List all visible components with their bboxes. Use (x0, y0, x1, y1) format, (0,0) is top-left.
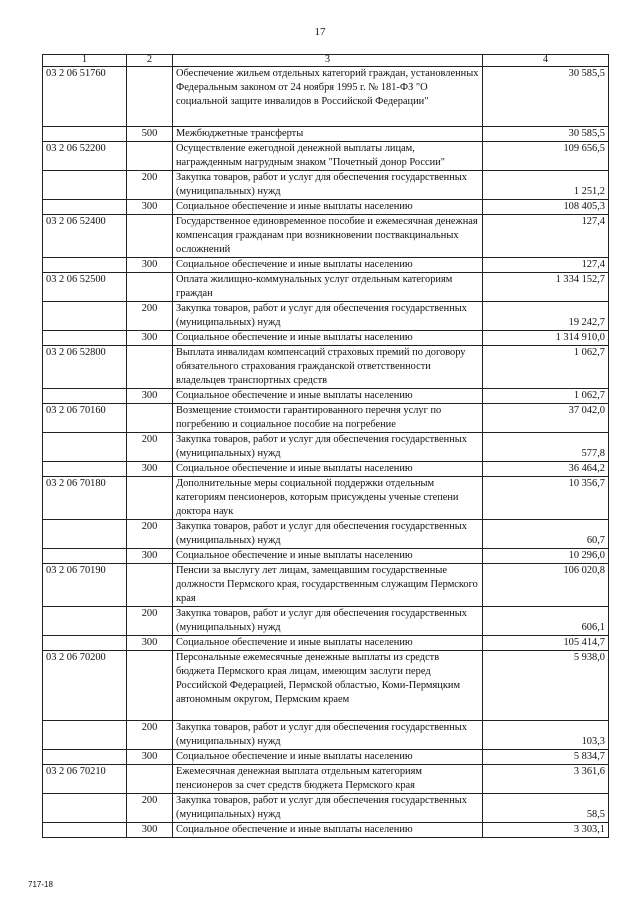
table-row (43, 127, 609, 142)
row-description: Осуществление ежегодной денежной выплаты лицам, награжденным нагрудным знаком "Почетный донор России" (173, 142, 483, 171)
row-amount: 106 020,8 (483, 564, 609, 607)
row-description: Государственное единовременное пособие и ежемесячная денежная компенсация гражданам при возникновении поствакцинальных осложнений (173, 215, 483, 258)
row-amount: 1 334 152,7 (483, 273, 609, 302)
row-code (43, 258, 127, 273)
row-description: Закупка товаров, работ и услуг для обеспечения государственных (муниципальных) нужд (173, 302, 483, 331)
row-code (43, 750, 127, 765)
row-expense-type: 200 (127, 794, 173, 823)
row-code: 03 2 06 51760 (43, 67, 127, 127)
row-amount: 60,7 (483, 520, 609, 549)
row-code (43, 607, 127, 636)
header-col-1: 1 (43, 55, 127, 67)
table-row (43, 331, 609, 346)
row-code (43, 127, 127, 142)
table-row (43, 273, 609, 302)
row-expense-type (127, 142, 173, 171)
row-expense-type (127, 651, 173, 721)
row-code: 03 2 06 70160 (43, 404, 127, 433)
row-description: Обеспечение жильем отдельных категорий граждан, установленных Федеральным законом от 24 ноября 1995 г. № 181-ФЗ "О социальной защите инвалидов в Российской Федерации" (173, 67, 483, 127)
table-row (43, 433, 609, 462)
row-expense-type: 300 (127, 549, 173, 564)
row-description: Возмещение стоимости гарантированного перечня услуг по погребению и социальное пособие на погребение (173, 404, 483, 433)
row-description: Дополнительные меры социальной поддержки отдельным категориям пенсионеров, которым присуждены ученые степени доктора наук (173, 477, 483, 520)
row-code (43, 462, 127, 477)
row-code (43, 389, 127, 404)
row-expense-type (127, 215, 173, 258)
row-expense-type: 300 (127, 389, 173, 404)
row-description: Оплата жилищно-коммунальных услуг отдельным категориям граждан (173, 273, 483, 302)
row-amount: 109 656,5 (483, 142, 609, 171)
row-expense-type (127, 477, 173, 520)
row-amount: 3 303,1 (483, 823, 609, 838)
row-code (43, 171, 127, 200)
table-row (43, 462, 609, 477)
row-expense-type: 200 (127, 607, 173, 636)
row-amount: 1 251,2 (483, 171, 609, 200)
row-description: Персональные ежемесячные денежные выплаты из средств бюджета Пермского края лицам, имеющим заслуги перед Российской Федерацией, Пермской областью, Коми-Пермяцким автономным округом, Пермским краем (173, 651, 483, 721)
row-code: 03 2 06 52800 (43, 346, 127, 389)
row-amount: 1 062,7 (483, 346, 609, 389)
row-amount: 105 414,7 (483, 636, 609, 651)
row-amount: 19 242,7 (483, 302, 609, 331)
page-number: 17 (314, 26, 326, 38)
row-amount: 1 062,7 (483, 389, 609, 404)
row-description: Социальное обеспечение и иные выплаты населению (173, 200, 483, 215)
row-amount: 5 938,0 (483, 651, 609, 721)
row-amount: 37 042,0 (483, 404, 609, 433)
table-row (43, 794, 609, 823)
row-expense-type: 200 (127, 302, 173, 331)
budget-table (42, 54, 609, 838)
row-description: Ежемесячная денежная выплата отдельным категориям пенсионеров за счет средств бюджета Пермского края (173, 765, 483, 794)
row-code (43, 200, 127, 215)
table-row (43, 142, 609, 171)
row-description: Социальное обеспечение и иные выплаты населению (173, 331, 483, 346)
row-amount: 103,3 (483, 721, 609, 750)
table-row (43, 823, 609, 838)
table-row (43, 67, 609, 127)
row-amount: 127,4 (483, 215, 609, 258)
row-expense-type: 500 (127, 127, 173, 142)
table-row (43, 302, 609, 331)
table-row (43, 636, 609, 651)
row-description: Межбюджетные трансферты (173, 127, 483, 142)
table-row (43, 549, 609, 564)
row-expense-type: 300 (127, 823, 173, 838)
row-expense-type: 300 (127, 750, 173, 765)
row-amount: 10 296,0 (483, 549, 609, 564)
table-row (43, 477, 609, 520)
row-expense-type: 300 (127, 636, 173, 651)
row-amount: 5 834,7 (483, 750, 609, 765)
row-expense-type (127, 765, 173, 794)
table-row (43, 520, 609, 549)
row-code: 03 2 06 52200 (43, 142, 127, 171)
row-amount: 577,8 (483, 433, 609, 462)
header-row (43, 55, 609, 67)
row-amount: 3 361,6 (483, 765, 609, 794)
header-col-3: 3 (173, 55, 483, 67)
header-col-4: 4 (483, 55, 609, 67)
table-row (43, 765, 609, 794)
footer-code: 717-18 (28, 880, 53, 889)
table-row (43, 171, 609, 200)
row-code: 03 2 06 70190 (43, 564, 127, 607)
row-amount: 30 585,5 (483, 127, 609, 142)
table-row (43, 215, 609, 258)
row-expense-type: 300 (127, 462, 173, 477)
row-code: 03 2 06 70180 (43, 477, 127, 520)
row-expense-type (127, 273, 173, 302)
header-col-2: 2 (127, 55, 173, 67)
row-code (43, 823, 127, 838)
row-code (43, 520, 127, 549)
row-description: Выплата инвалидам компенсаций страховых премий по договору обязательного страхования гражданской ответственности владельцев транспортных средств (173, 346, 483, 389)
row-description: Социальное обеспечение и иные выплаты населению (173, 258, 483, 273)
row-code: 03 2 06 52500 (43, 273, 127, 302)
table-body (43, 67, 609, 838)
row-description: Закупка товаров, работ и услуг для обеспечения государственных (муниципальных) нужд (173, 171, 483, 200)
table-row (43, 389, 609, 404)
row-amount: 1 314 910,0 (483, 331, 609, 346)
row-expense-type: 200 (127, 721, 173, 750)
table-row (43, 721, 609, 750)
table-row (43, 651, 609, 721)
row-description: Социальное обеспечение и иные выплаты населению (173, 750, 483, 765)
table-row (43, 346, 609, 389)
table-row (43, 200, 609, 215)
row-description: Социальное обеспечение и иные выплаты населению (173, 389, 483, 404)
row-description: Социальное обеспечение и иные выплаты населению (173, 549, 483, 564)
row-code: 03 2 06 52400 (43, 215, 127, 258)
row-description: Пенсии за выслугу лет лицам, замещавшим государственные должности Пермского края, государственным служащим Пермского края (173, 564, 483, 607)
row-expense-type (127, 564, 173, 607)
row-description: Закупка товаров, работ и услуг для обеспечения государственных (муниципальных) нужд (173, 794, 483, 823)
row-description: Закупка товаров, работ и услуг для обеспечения государственных (муниципальных) нужд (173, 520, 483, 549)
row-code (43, 794, 127, 823)
row-amount: 36 464,2 (483, 462, 609, 477)
row-amount: 10 356,7 (483, 477, 609, 520)
row-code (43, 721, 127, 750)
row-amount: 108 405,3 (483, 200, 609, 215)
row-description: Закупка товаров, работ и услуг для обеспечения государственных (муниципальных) нужд (173, 607, 483, 636)
table-row (43, 607, 609, 636)
row-description: Закупка товаров, работ и услуг для обеспечения государственных (муниципальных) нужд (173, 433, 483, 462)
table-row (43, 750, 609, 765)
row-description: Социальное обеспечение и иные выплаты населению (173, 823, 483, 838)
row-amount: 127,4 (483, 258, 609, 273)
row-code (43, 331, 127, 346)
row-code: 03 2 06 70210 (43, 765, 127, 794)
row-description: Социальное обеспечение и иные выплаты населению (173, 462, 483, 477)
row-code (43, 433, 127, 462)
row-code (43, 549, 127, 564)
row-expense-type: 200 (127, 171, 173, 200)
row-amount: 30 585,5 (483, 67, 609, 127)
row-description: Социальное обеспечение и иные выплаты населению (173, 636, 483, 651)
table-row (43, 258, 609, 273)
row-expense-type: 200 (127, 433, 173, 462)
table-row (43, 564, 609, 607)
row-expense-type: 300 (127, 200, 173, 215)
row-expense-type (127, 404, 173, 433)
row-expense-type (127, 346, 173, 389)
row-expense-type (127, 67, 173, 127)
table-row (43, 404, 609, 433)
row-code: 03 2 06 70200 (43, 651, 127, 721)
row-amount: 58,5 (483, 794, 609, 823)
row-amount: 606,1 (483, 607, 609, 636)
row-expense-type: 300 (127, 331, 173, 346)
row-code (43, 636, 127, 651)
row-code (43, 302, 127, 331)
row-description: Закупка товаров, работ и услуг для обеспечения государственных (муниципальных) нужд (173, 721, 483, 750)
row-expense-type: 300 (127, 258, 173, 273)
row-expense-type: 200 (127, 520, 173, 549)
